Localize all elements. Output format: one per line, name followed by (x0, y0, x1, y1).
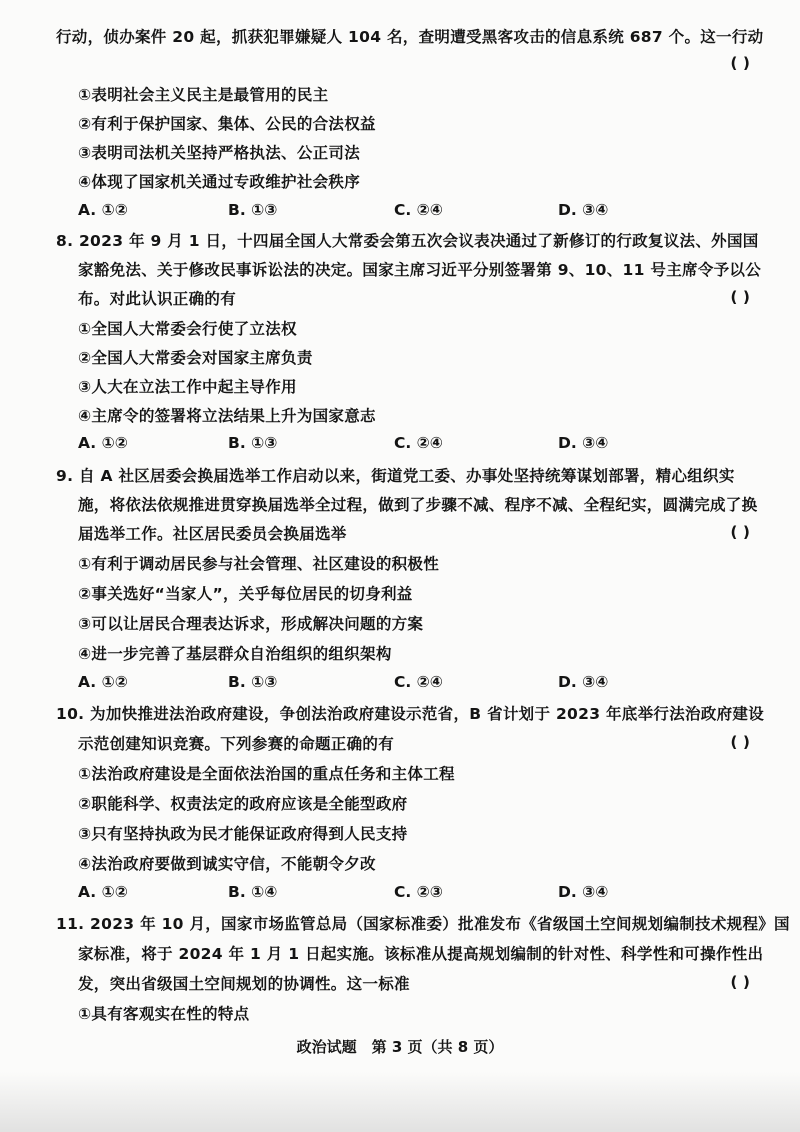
q9-choice-c: C. ②④ (394, 673, 443, 691)
q10-choices (78, 883, 738, 905)
q11-stem-line-2: 家标准，将于 2024 年 1 月 1 日起实施。该标准从提高规划编制的针对性、科学性和可操作性出 (78, 945, 764, 963)
q10-choice-a: A. ①② (78, 883, 128, 901)
q7-choice-a: A. ①② (78, 201, 128, 219)
q8-option-3: ③人大在立法工作中起主导作用 (78, 378, 297, 396)
q10-choice-d: D. ③④ (558, 883, 609, 901)
q10-stem-line-2: 示范创建知识竞赛。下列参赛的命题正确的有 (78, 735, 395, 753)
q7-option-3: ③表明司法机关坚持严格执法、公正司法 (78, 144, 361, 162)
q7-option-1: ①表明社会主义民主是最管用的民主 (78, 86, 329, 104)
q10-stem-line-1: 10. 为加快推进法治政府建设，争创法治政府建设示范省，B 省计划于 2023 年底举行法治政府建设 (56, 705, 764, 723)
q7-choices (78, 201, 738, 223)
q9-option-3: ③可以让居民合理表达诉求，形成解决问题的方案 (78, 615, 424, 633)
q9-stem-line-1: 9. 自 A 社区居委会换届选举工作启动以来，街道党工委、办事处坚持统筹谋划部署，精心组织实 (56, 467, 735, 485)
q10-option-1: ①法治政府建设是全面依法治国的重点任务和主体工程 (78, 765, 455, 783)
q8-stem-line-1: 8. 2023 年 9 月 1 日，十四届全国人大常委会第五次会议表决通过了新修订的行政复议法、外国国 (56, 232, 759, 250)
q7-choice-c: C. ②④ (394, 201, 443, 219)
q11-stem-line-3: 发，突出省级国土空间规划的协调性。这一标准 (78, 975, 410, 993)
q8-choice-a: A. ①② (78, 434, 128, 452)
q8-choice-d: D. ③④ (558, 434, 609, 452)
q10-answer-paren: ( ) (730, 733, 750, 751)
q8-choice-c: C. ②④ (394, 434, 443, 452)
q11-answer-paren: ( ) (730, 973, 750, 991)
q9-choice-a: A. ①② (78, 673, 128, 691)
q9-choice-b: B. ①③ (228, 673, 278, 691)
q8-choices (78, 434, 738, 456)
q8-stem-line-3: 布。对此认识正确的有 (78, 290, 237, 308)
q7-choice-b: B. ①③ (228, 201, 278, 219)
q10-option-3: ③只有坚持执政为民才能保证政府得到人民支持 (78, 825, 408, 843)
q9-option-1: ①有利于调动居民参与社会管理、社区建设的积极性 (78, 555, 440, 573)
q9-choice-d: D. ③④ (558, 673, 609, 691)
q9-choices (78, 673, 738, 695)
q9-option-4: ④进一步完善了基层群众自治组织的组织架构 (78, 645, 392, 663)
q10-option-4: ④法治政府要做到诚实守信，不能朝令夕改 (78, 855, 376, 873)
q11-stem-line-1: 11. 2023 年 10 月，国家市场监管总局（国家标准委）批准发布《省级国土空间规划编制技术规程》国 (56, 915, 790, 933)
q10-choice-b: B. ①④ (228, 883, 278, 901)
q7-option-2: ②有利于保护国家、集体、公民的合法权益 (78, 115, 376, 133)
q10-choice-c: C. ②③ (394, 883, 443, 901)
q9-stem-line-2: 施，将依法依规推进贯穿换届选举全过程，做到了步骤不减、程序不减、全程纪实，圆满完成了换 (78, 496, 758, 514)
q8-answer-paren: ( ) (730, 288, 750, 306)
scan-shadow (0, 1072, 800, 1132)
page-footer: 政治试题 第 3 页（共 8 页） (296, 1038, 504, 1056)
q8-option-1: ①全国人大常委会行使了立法权 (78, 320, 297, 338)
q8-choice-b: B. ①③ (228, 434, 278, 452)
q11-option-1: ①具有客观实在性的特点 (78, 1005, 250, 1023)
q8-stem-line-2: 家豁免法、关于修改民事诉讼法的决定。国家主席习近平分别签署第 9、10、11 号主席令予以公 (78, 261, 762, 279)
q10-option-2: ②职能科学、权责法定的政府应该是全能型政府 (78, 795, 408, 813)
q7-stem-tail: 行动，侦办案件 20 起，抓获犯罪嫌疑人 104 名，查明遭受黑客攻击的信息系统 687 个。这一行动 (56, 28, 764, 46)
q7-option-4: ④体现了国家机关通过专政维护社会秩序 (78, 173, 361, 191)
q8-option-4: ④主席令的签署将立法结果上升为国家意志 (78, 407, 376, 425)
q7-answer-paren: ( ) (730, 54, 750, 72)
q9-option-2: ②事关选好“当家人”，关乎每位居民的切身利益 (78, 585, 413, 603)
q8-option-2: ②全国人大常委会对国家主席负责 (78, 349, 313, 367)
q9-answer-paren: ( ) (730, 523, 750, 541)
q7-choice-d: D. ③④ (558, 201, 609, 219)
q9-stem-line-3: 届选举工作。社区居民委员会换届选举 (78, 525, 347, 543)
